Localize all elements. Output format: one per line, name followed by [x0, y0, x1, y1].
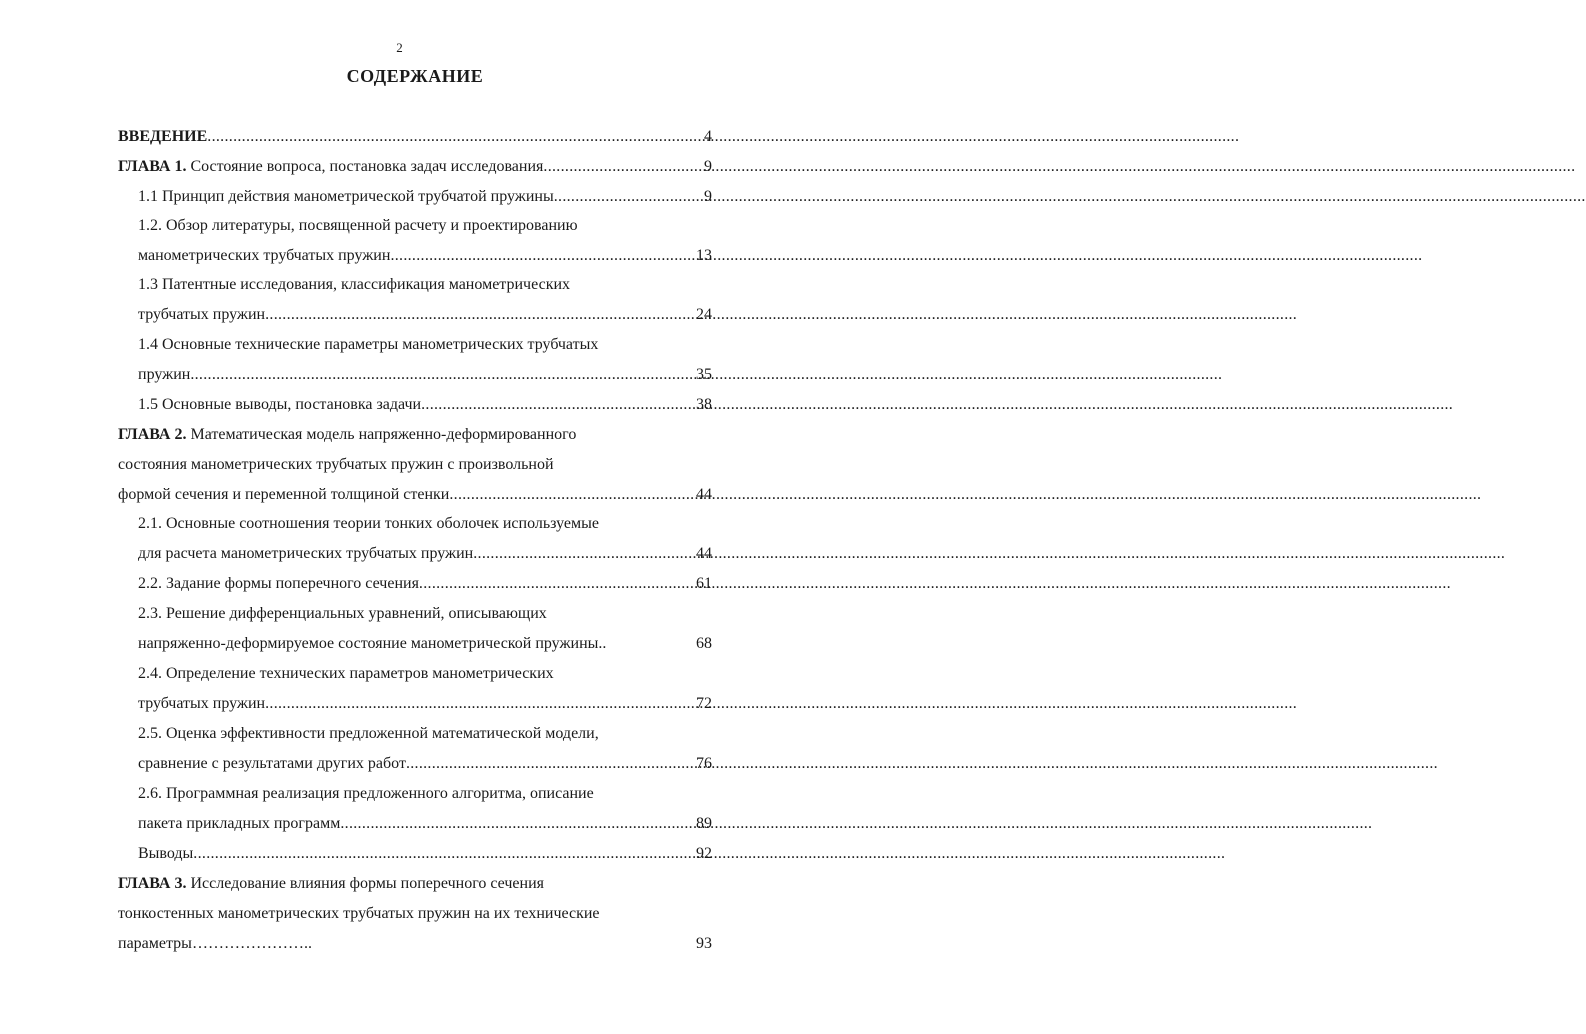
- toc-entry-chapter-3: [118, 932, 312, 956]
- toc-entry-text: 1.5 Основные выводы, постановка задачи: [138, 396, 422, 413]
- toc-entry-2-6-line-1: 2.6. Программная реализация предложенного алгоритма, описание: [138, 785, 594, 802]
- toc-entry-text: трубчатых пружин: [138, 695, 266, 712]
- toc-entry-2-5: [138, 752, 672, 776]
- toc-page-number: 92: [696, 845, 712, 862]
- toc-leader: [406, 752, 672, 776]
- toc-entry-text: напряженно-деформируемое состояние манометрической пружины..: [138, 635, 607, 652]
- toc-entry-2-3-line-1: 2.3. Решение дифференциальных уравнений, описывающих: [138, 605, 547, 622]
- toc-leader: [265, 692, 672, 716]
- toc-entry-1-3-line-1: 1.3 Патентные исследования, классификация манометрических: [138, 276, 571, 293]
- toc-entry-text: для расчета манометрических трубчатых пружин: [138, 545, 474, 562]
- toc-entry-text: формой сечения и переменной толщиной стенки: [118, 486, 450, 503]
- toc-entry-text: манометрических трубчатых пружин: [138, 247, 391, 264]
- toc-page-number: 61: [696, 575, 712, 592]
- toc-entry-chapter-2-line-2: состояния манометрических трубчатых пружин с произвольной: [118, 456, 554, 473]
- toc-leader: [340, 812, 672, 836]
- toc-page-number: 9: [704, 158, 712, 175]
- toc-entry-text: параметры: [118, 935, 192, 952]
- toc-page-number: 4: [704, 128, 712, 145]
- toc-entry-1-1: [138, 185, 672, 209]
- toc-entry-chapter-3-line-2: тонкостенных манометрических трубчатых пружин на их технические: [118, 905, 600, 922]
- toc-entry-1-5: [138, 393, 672, 417]
- toc-entry-2-2: [138, 572, 672, 596]
- toc-entry-introduction: [118, 125, 672, 149]
- toc-entry-2-1-line-1: 2.1. Основные соотношения теории тонких оболочек используемые: [138, 515, 600, 532]
- toc-page-number: 13: [696, 247, 712, 264]
- toc-entry-label: ВВЕДЕНИЕ: [118, 128, 208, 145]
- toc-leader: [419, 572, 672, 596]
- toc-entry-chapter-2-line-1: [118, 423, 576, 447]
- toc-page-number: 93: [696, 935, 712, 952]
- toc-entry-conclusions: [138, 842, 672, 866]
- toc-entry-text: пружин: [138, 366, 191, 383]
- toc-entry-2-4-line-1: 2.4. Определение технических параметров манометрических: [138, 665, 554, 682]
- toc-entry-text: Математическая модель напряженно-деформированного: [186, 426, 577, 443]
- toc-chapter-label: ГЛАВА 3.: [118, 875, 187, 892]
- toc-leader: [207, 125, 672, 149]
- toc-page-number: 89: [696, 815, 712, 832]
- toc-chapter-label: ГЛАВА 1.: [118, 158, 187, 175]
- toc-entry-text: пакета прикладных программ: [138, 815, 341, 832]
- toc-entry-text: 2.2. Задание формы поперечного сечения: [138, 575, 419, 592]
- toc-entry-chapter-3-line-1: [118, 872, 544, 896]
- toc-entry-chapter-2: [118, 483, 672, 507]
- toc-entry-text: Исследование влияния формы поперечного сечения: [186, 875, 544, 892]
- toc-leader: [265, 303, 672, 327]
- toc-leader: [543, 155, 672, 179]
- toc-page-number: 72: [696, 695, 712, 712]
- toc-leader: …………………..: [191, 935, 312, 952]
- toc-entry-1-2: [138, 244, 672, 268]
- toc-entry-text: 1.1 Принцип действия манометрической трубчатой пружины: [138, 188, 554, 205]
- toc-leader: [390, 244, 672, 268]
- toc-leader: [193, 842, 672, 866]
- toc-entry-text: Выводы: [138, 845, 194, 862]
- toc-entry-chapter-1: [118, 155, 672, 179]
- toc-page-number: 76: [696, 755, 712, 772]
- toc-leader: [449, 483, 672, 507]
- toc-page-number: 68: [696, 635, 712, 652]
- toc-entry-1-2-line-1: 1.2. Обзор литературы, посвященной расчету и проектированию: [138, 217, 578, 234]
- toc-entry-2-3: [138, 632, 672, 656]
- toc-entry-text: Состояние вопроса, постановка задач исследования: [186, 158, 544, 175]
- toc-leader: [190, 363, 672, 387]
- toc-entry-2-1: [138, 542, 672, 566]
- toc-leader: [421, 393, 672, 417]
- toc-chapter-label: ГЛАВА 2.: [118, 426, 187, 443]
- toc-entry-text: трубчатых пружин: [138, 306, 266, 323]
- toc-page-number: 44: [696, 486, 712, 503]
- toc-page-number: 35: [696, 366, 712, 383]
- toc-leader: [473, 542, 672, 566]
- toc-entry-2-6: [138, 812, 672, 836]
- toc-entry-1-3: [138, 303, 672, 327]
- toc-page-number: 24: [696, 306, 712, 323]
- toc-page-number: 38: [696, 396, 712, 413]
- page-number: 2: [396, 40, 403, 55]
- toc-leader: [554, 185, 672, 209]
- toc-entry-1-4: [138, 363, 672, 387]
- toc-entry-2-5-line-1: 2.5. Оценка эффективности предложенной математической модели,: [138, 725, 599, 742]
- toc-page-number: 9: [704, 188, 712, 205]
- toc-page-number: 44: [696, 545, 712, 562]
- toc-entry-text: сравнение с результатами других работ: [138, 755, 406, 772]
- toc-entry-2-4: [138, 692, 672, 716]
- page-title: СОДЕРЖАНИЕ: [346, 66, 484, 86]
- toc-entry-1-4-line-1: 1.4 Основные технические параметры манометрических трубчатых: [138, 336, 599, 353]
